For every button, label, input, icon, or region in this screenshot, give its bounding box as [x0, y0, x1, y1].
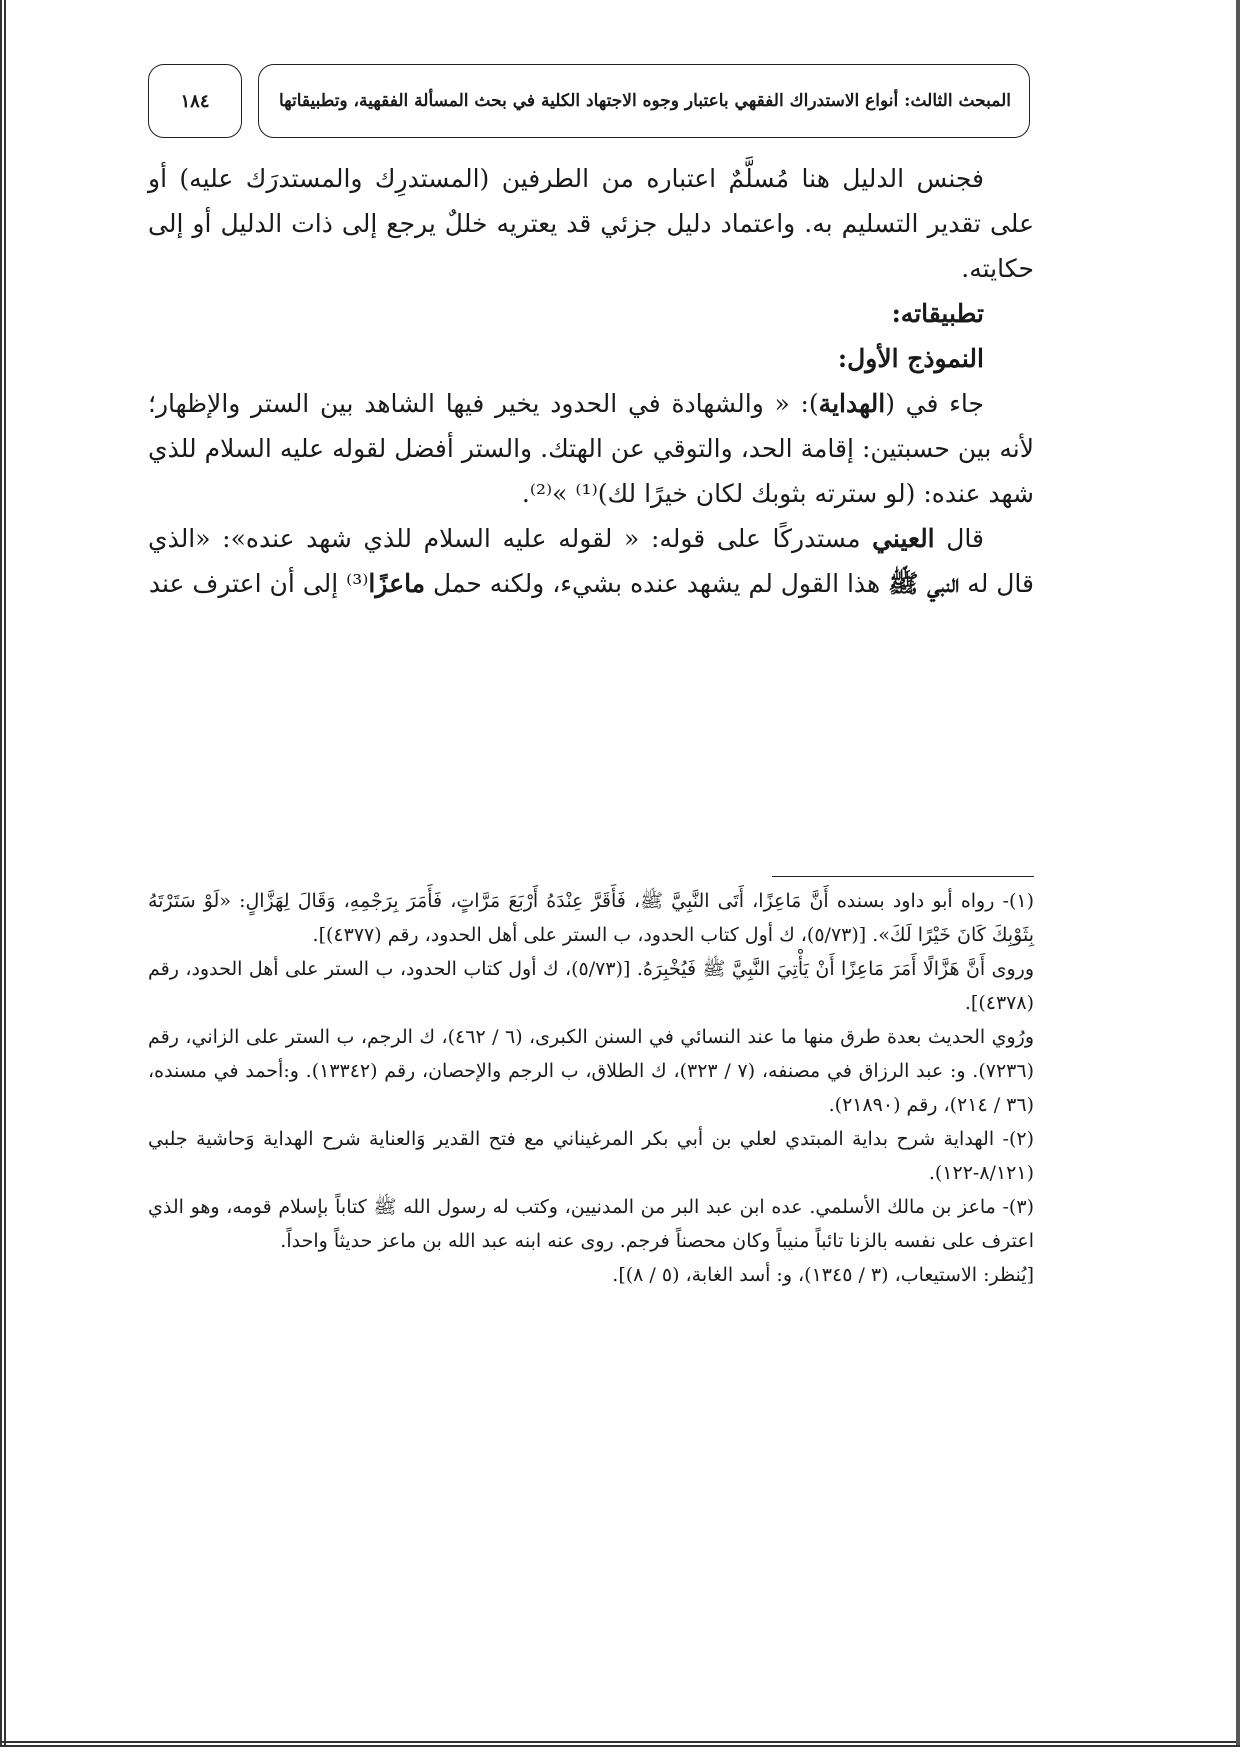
text-run: ): « والشهادة في الحدود يخير فيها الشاهد بين الستر والإظهار؛ لأنه بين حسبتين: إقامة الحد، والتوقي عن الهتك. والستر أفضل لقوله عليه السلام للذي شهد عنده: (لو سترته بثوبك لكان خيرًا لك)⁽¹⁾ »⁽²⁾. — [148, 389, 1034, 508]
text-run: ⁽³⁾ إلى أن اعترف عند — [148, 569, 369, 598]
paragraph-hidaya-quote — [148, 381, 1034, 516]
footnote-2: (٢)- الهداية شرح بداية المبتدي لعلي بن أبي بكر المرغيناني مع فتح القدير وَالعناية شرح الهداية وَحاشية جلبي (٨/١٢١-١٢٢). — [148, 1128, 1034, 1184]
main-text — [148, 156, 1034, 606]
text-run: مستدركًا على قوله: « لقوله عليه السلام للذي شهد عنده»: «الذي قال له — [148, 524, 1034, 598]
page-number: ١٨٤ — [148, 64, 242, 138]
footnote-3-continued: [يُنظر: الاستيعاب، (٣ / ١٣٤٥)، و: أسد الغابة، (٥ / ٨)]. — [612, 1264, 1034, 1286]
footnote-1: (١)- رواه أبو داود بسنده أَنَّ مَاعِزًا، أَتَى النَّبِيَّ ﷺ، فَأَقَرَّ عِنْدَهُ أَرْبَعَ مَرَّاتٍ، فَأَمَرَ بِرَجْمِهِ، وَقَالَ لِهَزَّالٍ: «لَوْ سَتَرْتَهُ بِثَوْبِكَ كَانَ خَيْرًا لَكَ». [(٥/٧٣)، ك أول كتاب الحدود، ب الستر على أهل الحدود، رقم (٤٣٧٧)]. — [148, 890, 1034, 946]
footnote-3: (٣)- ماعز بن مالك الأسلمي. عده ابن عبد البر من المدنيين، وكتب له رسول الله ﷺ كتاباً بإسلام قومه، وهو الذي اعترف على نفسه بالزنا تائباً منيباً وكان محصناً فرجم. روى عنه ابنه عبد الله بن ماعز حديثاً واحداً. — [148, 1196, 1034, 1252]
book-name-hidaya: الهداية — [818, 389, 886, 418]
text-run: جاء في ( — [885, 389, 984, 418]
page-frame-right — [1236, 0, 1240, 1745]
name-maiz: ماعزًا — [368, 569, 426, 598]
heading-applications: تطبيقاته: — [891, 299, 984, 328]
heading-first-model: النموذج الأول: — [837, 344, 984, 373]
name-prophet: النبي ﷺ — [888, 569, 960, 598]
name-aini: العيني — [872, 524, 935, 553]
page-frame-left — [0, 0, 6, 1745]
paragraph-evidence: فجنس الدليل هنا مُسلَّمٌ اعتباره من الطرفين (المستدرِك والمستدرَك عليه) أو على تقدير التسليم به. واعتماد دليل جزئي قد يعتريه خللٌ يرجع إلى ذات الدليل أو إلى حكايته. — [148, 164, 1034, 283]
text-run: هذا القول لم يشهد عنده بشيء، ولكنه حمل — [425, 569, 889, 598]
footnotes — [148, 884, 1034, 1292]
paragraph-aini-correction — [148, 516, 1034, 606]
text-run: قال — [934, 524, 984, 553]
footnote-separator — [772, 876, 1034, 877]
footnote-1-continued: وروى أَنَّ هَزَّالًا أَمَرَ مَاعِزًا أَنْ يَأْتِيَ النَّبِيَّ ﷺ فَيُخْبِرَهُ. [(٥/٧٣)، ك أول كتاب الحدود، ب الستر على أهل الحدود، رقم (٤٣٧٨)]. — [148, 958, 1034, 1014]
footnote-1-continued: ورُوي الحديث بعدة طرق منها ما عند النسائي في السنن الكبرى، (٦ / ٤٦٢)، ك الرجم، ب الستر على الزاني، رقم (٧٢٣٦). و: عبد الرزاق في مصنفه، (٧ / ٣٢٣)، ك الطلاق، ب الرجم والإحصان، رقم (١٣٣٤٢). و:أحمد في مسنده، (٣٦ / ٢١٤)، رقم (٢١٨٩٠). — [148, 1026, 1034, 1116]
page-frame-bottom — [0, 1741, 1240, 1747]
running-header-title: المبحث الثالث: أنواع الاستدراك الفقهي باعتبار وجوه الاجتهاد الكلية في بحث المسألة الفقهية، وتطبيقاتها — [258, 64, 1030, 138]
